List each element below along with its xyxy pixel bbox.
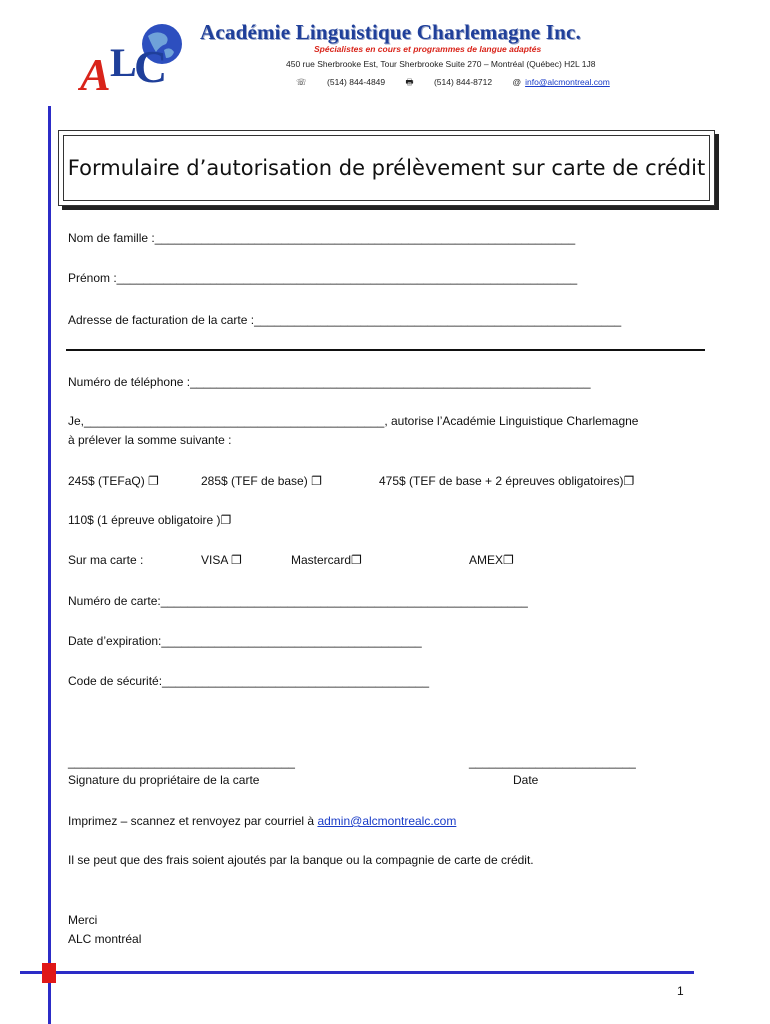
- admin-email-link[interactable]: admin@alcmontrealc.com: [317, 814, 457, 828]
- field-prenom[interactable]: Prénom :_____________________________________________________________________: [68, 271, 578, 285]
- org-address: 450 rue Sherbrooke Est, Tour Sherbrooke Suite 270 – Montréal (Québec) H2L 1J8: [286, 59, 596, 69]
- card-amex[interactable]: [469, 553, 514, 567]
- org-name: Académie Linguistique Charlemagne Inc.: [200, 20, 581, 44]
- email-link[interactable]: info@alcmontreal.com: [525, 77, 610, 87]
- date-label: Date: [513, 773, 539, 787]
- checkbox-icon[interactable]: ❐: [220, 513, 232, 527]
- alc-logo: [78, 18, 190, 96]
- thanks-text: Merci: [68, 913, 98, 927]
- field-security-code[interactable]: Code de sécurité:________________________________________: [68, 674, 430, 688]
- section-divider: [66, 349, 705, 351]
- fax-icon: 🖶: [405, 77, 414, 87]
- field-adresse[interactable]: Adresse de facturation de la carte :_______________________________________________________: [68, 313, 622, 327]
- option-475[interactable]: [379, 474, 634, 488]
- page-title: Formulaire d’autorisation de prélèvement sur carte de crédit: [67, 156, 706, 180]
- red-marker: [42, 963, 56, 983]
- footer-rule: [20, 971, 694, 974]
- svg-text:A: A: [80, 49, 111, 96]
- tagline: Spécialistes en cours et programmes de langue adaptés: [314, 44, 542, 54]
- signoff-text: ALC montréal: [68, 932, 142, 946]
- option-110[interactable]: [68, 513, 231, 527]
- field-card-number[interactable]: Numéro de carte:_______________________________________________________: [68, 594, 528, 608]
- checkbox-icon[interactable]: ❐: [311, 474, 322, 488]
- checkbox-icon[interactable]: ❐: [623, 474, 635, 488]
- left-border-line: [48, 106, 51, 1024]
- checkbox-icon[interactable]: ❐: [503, 553, 514, 567]
- contact-line: [296, 77, 628, 91]
- card-mastercard[interactable]: [291, 553, 362, 567]
- field-expiration[interactable]: Date d’expiration:_______________________________________: [68, 634, 422, 648]
- instructions-label: Imprimez – scannez et renvoyez par courriel à: [68, 814, 318, 828]
- phone-number: (514) 844-4849: [327, 77, 386, 87]
- page-number: 1: [677, 984, 684, 998]
- card-label: Sur ma carte :: [68, 553, 144, 567]
- field-je[interactable]: Je,_____________________________________________, autorise l’Académie Linguistique Charlemagne: [68, 414, 639, 428]
- card-visa[interactable]: [201, 553, 242, 567]
- card-amex-label: AMEX: [469, 553, 504, 567]
- card-visa-label: VISA: [201, 553, 228, 567]
- email-icon: @: [512, 77, 522, 87]
- fees-notice: Il se peut que des frais soient ajoutés par la banque ou la compagnie de carte de crédit.: [68, 853, 534, 867]
- signature-blank[interactable]: __________________________________: [68, 755, 295, 769]
- option-110-label: 110$ (1 épreuve obligatoire ): [68, 513, 221, 527]
- checkbox-icon[interactable]: ❐: [231, 553, 242, 567]
- option-245[interactable]: [68, 474, 159, 488]
- card-mastercard-label: Mastercard: [291, 553, 352, 567]
- field-telephone[interactable]: Numéro de téléphone :____________________________________________________________: [68, 375, 591, 389]
- date-blank[interactable]: _________________________: [469, 755, 636, 769]
- signature-label: Signature du propriétaire de la carte: [68, 773, 260, 787]
- fax-number: (514) 844-8712: [433, 77, 493, 87]
- phone-icon: ☏: [296, 77, 307, 87]
- field-nom[interactable]: Nom de famille :_______________________________________________________________: [68, 231, 576, 245]
- option-245-label: 245$ (TEFaQ): [68, 474, 145, 488]
- checkbox-icon[interactable]: ❐: [351, 553, 362, 567]
- title-box: [58, 130, 715, 206]
- prelever-text: à prélever la somme suivante :: [68, 433, 232, 447]
- svg-text:L: L: [110, 40, 137, 85]
- option-475-label: 475$ (TEF de base + 2 épreuves obligatoires): [379, 474, 624, 488]
- checkbox-icon[interactable]: ❐: [148, 474, 159, 488]
- option-285[interactable]: [201, 474, 322, 488]
- instructions-text: [68, 814, 456, 828]
- svg-text:C: C: [134, 41, 168, 92]
- option-285-label: 285$ (TEF de base): [201, 474, 308, 488]
